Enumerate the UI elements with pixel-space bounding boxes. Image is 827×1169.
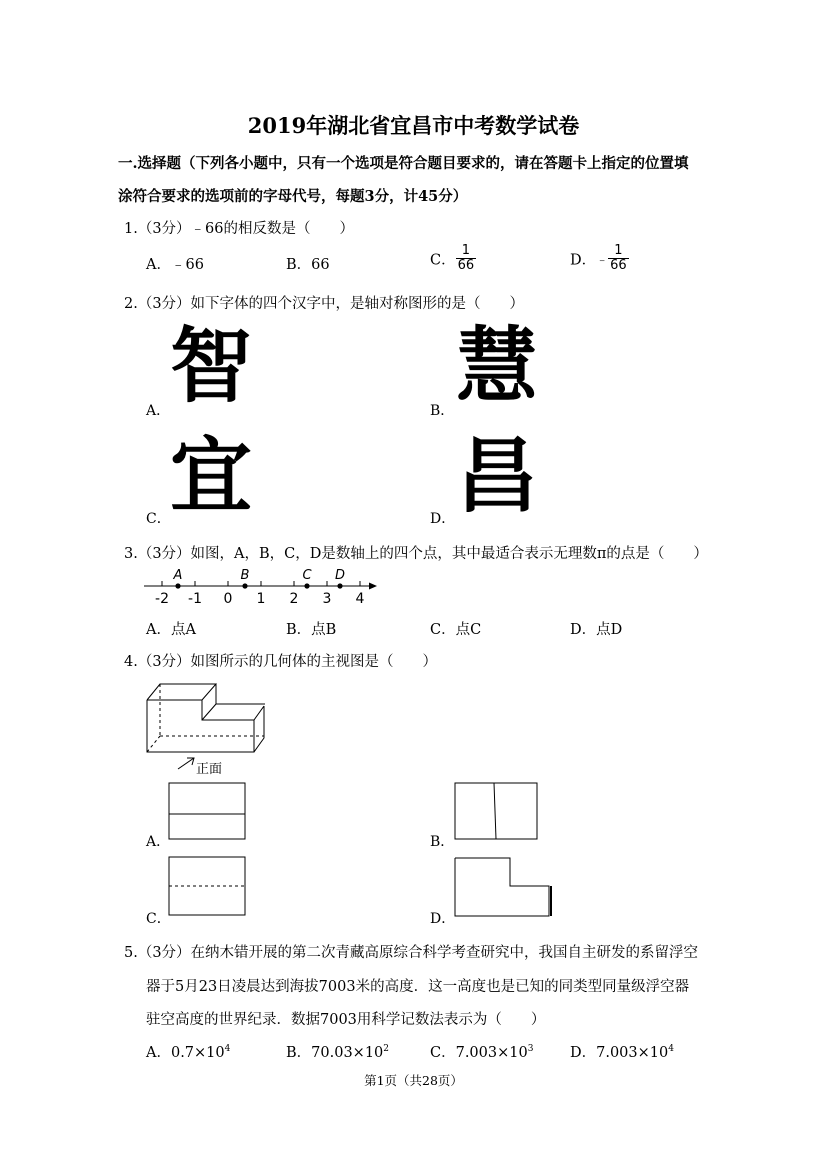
q1-option-b: B．66 [286, 257, 330, 273]
page-title: 2019年湖北省宜昌市中考数学试卷 [247, 113, 580, 138]
number-line-tick-label: 1 [256, 591, 266, 606]
number-line-tick-label: 0 [223, 591, 233, 606]
q1-option-d-fraction [608, 244, 629, 274]
q5-a-base: A．0.7×10 [146, 1045, 225, 1061]
q3-option-a: A．点A [146, 622, 196, 638]
section-header-line-1: 一.选择题（下列各小题中，只有一个选项是符合题目要求的，请在答题卡上指定的位置填 [118, 155, 689, 172]
number-line-tick-label: 3 [322, 591, 332, 606]
q5-c-base: C．7.003×10 [430, 1045, 528, 1061]
q5-d-exp: 4 [668, 1044, 674, 1055]
number-line-point [304, 583, 309, 588]
number-line-arrow [369, 583, 377, 590]
q3-option-d: D．点D [570, 622, 623, 638]
q1-c-denominator: 66 [457, 258, 475, 274]
q2-option-d-label: D． [430, 511, 456, 527]
number-line-tick-label: 4 [355, 591, 365, 606]
number-line-point-label: C [302, 568, 312, 583]
number-line-point-label: B [240, 568, 250, 583]
q5-option-d [570, 1041, 674, 1062]
q4-stem: 4.（3分）如图所示的几何体的主视图是（ ） [124, 654, 438, 670]
number-line-point [175, 583, 180, 588]
number-line-point [337, 583, 342, 588]
section-header-line-2: 涂符合要求的选项前的字母代号，每题3分，计45分） [118, 188, 468, 205]
q3-option-c: C．点C [430, 622, 482, 638]
q1-option-d-sign: ﹣ [596, 252, 609, 267]
number-line-tick-label: 2 [289, 591, 299, 606]
q1-option-c-fraction [456, 244, 477, 274]
q5-b-base: B．70.03×10 [286, 1045, 384, 1061]
q3-stem: 3.（3分）如图，A，B，C，D是数轴上的四个点，其中最适合表示无理数π的点是（ ） [124, 546, 708, 562]
q3-number-line [140, 566, 385, 606]
q5-line-2: 器于5月23日凌晨达到海拔7003米的高度．这一高度也是已知的同类型同量级浮空器 [146, 979, 690, 995]
q1-option-d-prefix: D． [570, 252, 597, 269]
q1-d-denominator: 66 [610, 258, 627, 274]
q5-a-exp: 4 [224, 1044, 231, 1055]
q4-option-c-label: C． [146, 911, 171, 927]
q2-option-b-char: 慧 [456, 319, 539, 414]
q1-d-numerator: 1 [608, 244, 629, 259]
q3-option-b: B．点B [286, 622, 337, 638]
q4-option-c-figure [168, 856, 248, 918]
q1-stem: 1.（3分）﹣66的相反数是（ ） [124, 221, 355, 237]
q2-option-c-char: 宜 [170, 429, 253, 524]
number-line-tick-label: -2 [155, 591, 169, 606]
q4-option-b-label: B． [430, 834, 455, 850]
q4-option-a-label: A． [146, 834, 171, 850]
q5-b-exp: 2 [383, 1044, 390, 1055]
q5-option-a [146, 1041, 230, 1062]
page-footer: 第1页（共28页） [364, 1073, 463, 1088]
number-line-point-label: A [173, 568, 183, 583]
q5-d-base: D．7.003×10 [570, 1045, 669, 1061]
q5-line-3: 驻空高度的世界纪录．数据7003用科学记数法表示为（ ） [146, 1012, 546, 1028]
q4-option-b-figure [454, 782, 540, 842]
q5-option-b [286, 1041, 389, 1062]
q2-option-a-char: 智 [170, 319, 253, 414]
q2-option-a-label: A． [146, 403, 171, 419]
number-line-tick-label: -1 [188, 591, 202, 606]
q1-option-a: A．﹣66 [146, 257, 204, 273]
number-line-point-label: D [334, 568, 346, 583]
q2-option-b-label: B． [430, 403, 455, 419]
q5-c-exp: 3 [527, 1044, 534, 1055]
q2-option-c-label: C． [146, 511, 171, 527]
q2-stem: 2.（3分）如下字体的四个汉字中，是轴对称图形的是（ ） [124, 296, 525, 312]
q4-option-a-figure [168, 782, 248, 842]
q1-option-d [570, 244, 629, 274]
number-line-point [242, 583, 247, 588]
q1-option-c-prefix: C． [430, 252, 456, 269]
q5-line-1: 5.（3分）在纳木错开展的第二次青藏高原综合科学考查研究中，我国自主研发的系留浮空 [124, 945, 699, 961]
q2-option-d-char: 昌 [456, 429, 539, 524]
q4-option-d-figure [454, 856, 554, 918]
q4-front-label: 正面 [196, 762, 223, 777]
q4-option-d-label: D． [430, 911, 456, 927]
q1-option-c [430, 244, 476, 274]
q1-c-numerator: 1 [456, 244, 477, 259]
q5-option-c [430, 1041, 533, 1062]
